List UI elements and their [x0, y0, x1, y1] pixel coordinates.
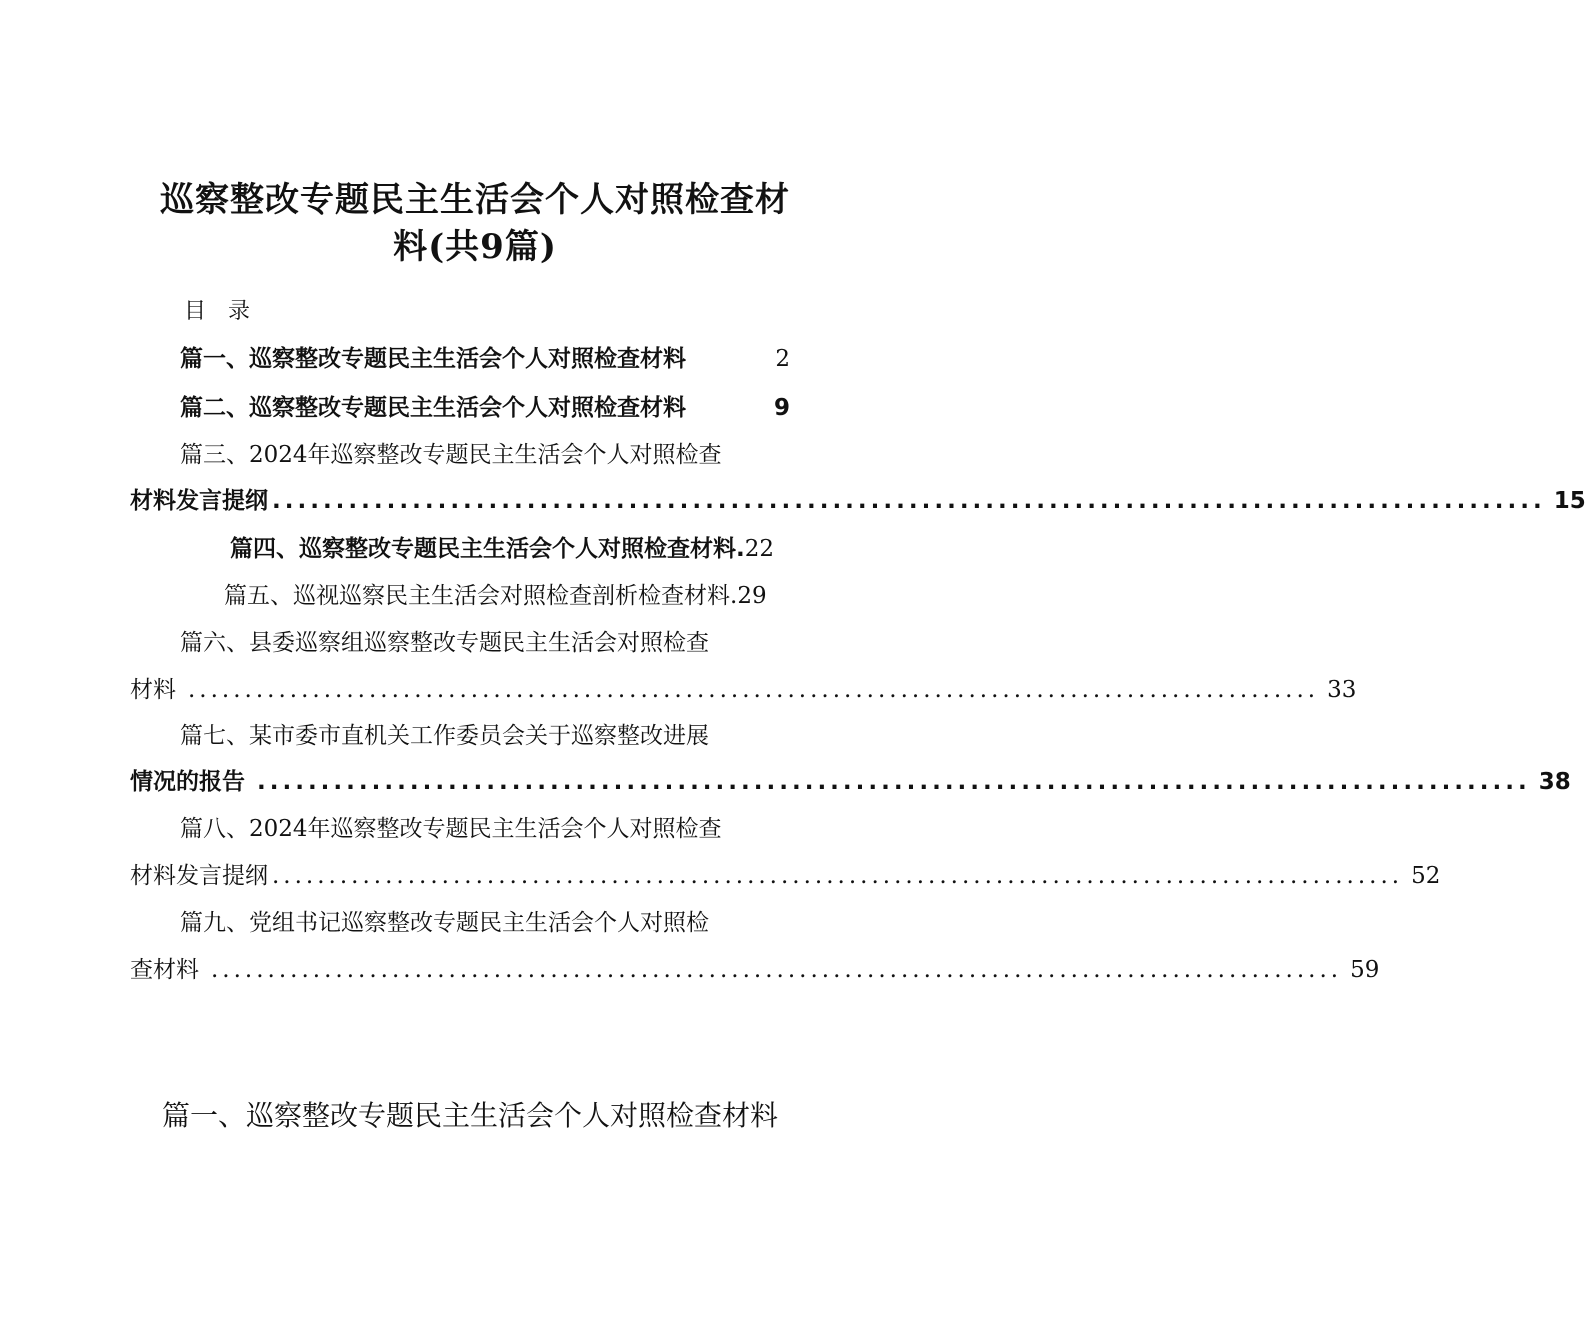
toc-entry-title: 材料发言提纲 [130, 488, 268, 514]
toc-entry-title: 篇二、巡察整改专题民主生活会个人对照检查材料 [180, 395, 686, 421]
toc-entry-7-line1[interactable]: 篇七、某市委市直机关工作委员会关于巡察整改进展 [180, 723, 709, 749]
toc-entry-page: 15 [1553, 488, 1586, 514]
toc-entry-page: 38 [1538, 769, 1571, 795]
toc-entry-title: 情况的报告 [130, 769, 245, 795]
toc-entry-title: 篇四、巡察整改专题民主生活会个人对照检查材料. [230, 536, 745, 562]
toc-entry-3-line2[interactable] [130, 482, 1586, 515]
document-title-line1: 巡察整改专题民主生活会个人对照检查材 [160, 180, 790, 220]
toc-entry-title: 材料 [130, 677, 176, 703]
toc-entry-title: 篇一、巡察整改专题民主生活会个人对照检查材料 [180, 346, 686, 372]
toc-leader-dots: .................................................................................................... [257, 769, 1531, 795]
toc-entry-page: 2 [775, 346, 790, 372]
toc-entry-8-line2[interactable] [130, 857, 1441, 890]
toc-entry-page: 33 [1327, 677, 1357, 703]
toc-entry-2[interactable] [180, 389, 790, 422]
toc-entry-9-line1[interactable]: 篇九、党组书记巡察整改专题民主生活会个人对照检 [180, 910, 709, 936]
toc-entry-page: 52 [1411, 863, 1441, 889]
toc-entry-page: 29 [737, 583, 767, 609]
toc-entry-6-line2[interactable] [130, 671, 1357, 704]
toc-entry-4[interactable] [230, 530, 774, 563]
toc-entry-1[interactable] [180, 340, 790, 373]
toc-entry-title: 查材料 [130, 957, 199, 983]
toc-entry-6-line1[interactable]: 篇六、县委巡察组巡察整改专题民主生活会对照检查 [180, 630, 709, 656]
toc-leader-dots: .................................................................................................... [272, 488, 1546, 514]
section-heading: 篇一、巡察整改专题民主生活会个人对照检查材料 [162, 1099, 779, 1132]
toc-entry-5[interactable] [224, 577, 767, 610]
toc-entry-title: 篇五、巡视巡察民主生活会对照检查剖析检查材料. [224, 583, 738, 609]
toc-entry-title: 材料发言提纲 [130, 863, 268, 889]
toc-entry-page: 9 [773, 395, 790, 421]
toc-entry-page: 59 [1350, 957, 1380, 983]
toc-entry-page: 22 [744, 536, 775, 562]
toc-heading: 目录 [184, 299, 273, 324]
toc-entry-8-line1[interactable]: 篇八、2024年巡察整改专题民主生活会个人对照检查 [180, 816, 722, 842]
document-title-line2: 料(共9篇) [393, 227, 557, 267]
toc-leader-dots: .................................................................................................... [188, 677, 1320, 703]
toc-leader-dots: .................................................................................................... [272, 863, 1404, 889]
toc-entry-7-line2[interactable] [130, 763, 1571, 796]
toc-leader-dots: .................................................................................................... [211, 957, 1343, 983]
toc-entry-9-line2[interactable] [130, 951, 1380, 984]
toc-entry-3-line1[interactable]: 篇三、2024年巡察整改专题民主生活会个人对照检查 [180, 442, 722, 468]
